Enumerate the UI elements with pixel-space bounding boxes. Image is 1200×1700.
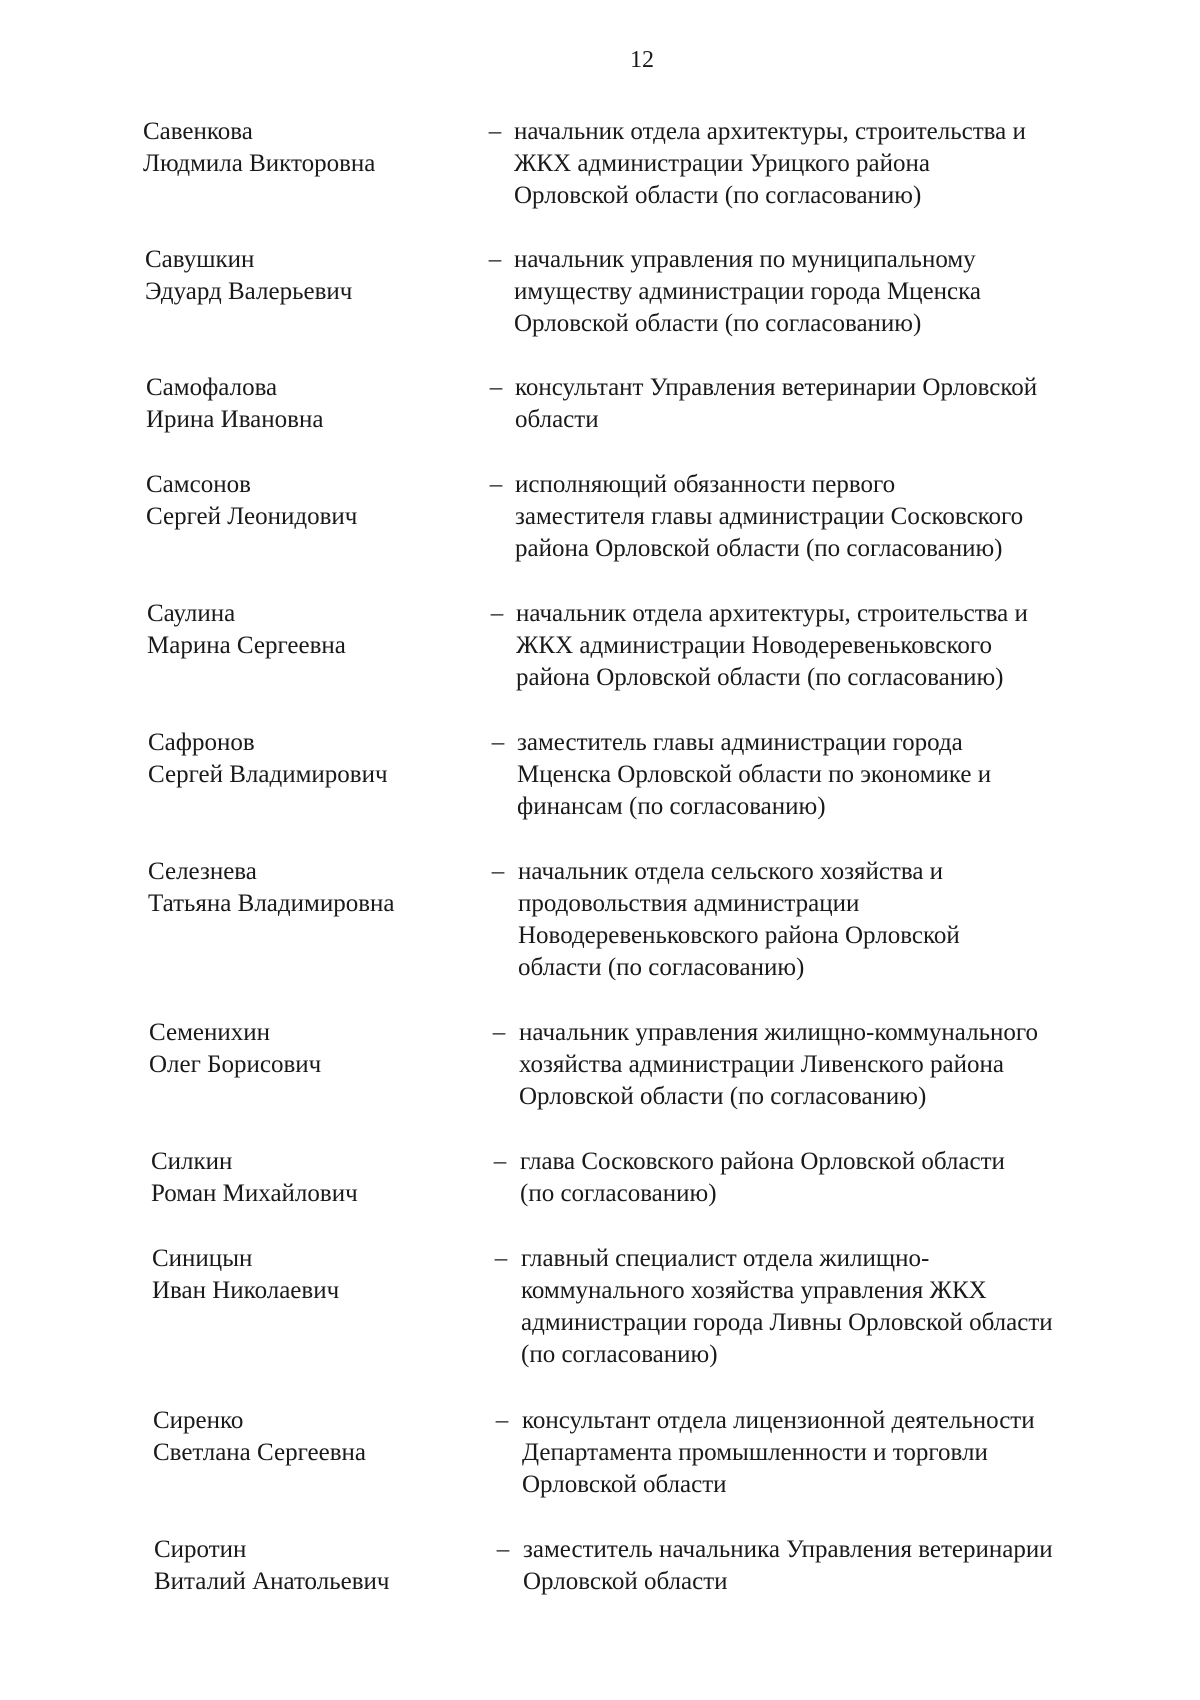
list-dash: – <box>494 1245 508 1272</box>
list-dash: – <box>496 1536 510 1563</box>
member-given-names: Виталий Анатольевич <box>154 1568 390 1595</box>
list-dash: – <box>489 374 503 401</box>
member-name <box>153 1405 483 1469</box>
member-given-names: Олег Борисович <box>149 1051 322 1078</box>
member-surname: Селезнева <box>148 858 257 885</box>
list-dash: – <box>488 246 502 273</box>
member-given-names: Эдуард Валерьевич <box>145 278 353 305</box>
member-name <box>154 1534 484 1598</box>
page-number: 12 <box>630 47 654 73</box>
list-dash: – <box>488 118 502 145</box>
member-given-names: Татьяна Владимировна <box>148 890 395 917</box>
member-position: начальник управления жилищно-коммунального хозяйства администрации Ливенского района Орловской области (по согласованию) <box>519 1019 1039 1110</box>
member-given-names: Сергей Леонидович <box>146 503 358 530</box>
member-position: заместитель главы администрации города Мценска Орловской области по экономике и финансам (по согласованию) <box>517 729 992 820</box>
member-position: начальник отдела архитектуры, строительства и ЖКХ администрации Новодеревеньковского района Орловской области (по согласованию) <box>516 600 1028 691</box>
member-position: консультант отдела лицензионной деятельности Департамента промышленности и торговли Орловской области <box>522 1407 1035 1498</box>
list-dash: – <box>491 729 505 756</box>
member-name <box>143 116 473 180</box>
member-surname: Синицын <box>152 1245 253 1272</box>
list-dash: – <box>492 1019 506 1046</box>
member-position: консультант Управления ветеринарии Орловской области <box>515 374 1038 433</box>
member-name <box>148 856 478 920</box>
member-name <box>149 1017 479 1081</box>
list-dash: – <box>493 1148 507 1175</box>
member-position: глава Сосковского района Орловской области (по согласованию) <box>520 1148 1005 1207</box>
member-name <box>146 469 476 533</box>
member-surname: Самофалова <box>146 374 278 401</box>
member-name <box>151 1146 481 1210</box>
member-given-names: Сергей Владимирович <box>148 761 388 788</box>
list-dash: – <box>489 471 503 498</box>
member-surname: Сафронов <box>148 729 255 756</box>
member-surname: Сиротин <box>154 1536 247 1563</box>
member-position: главный специалист отдела жилищно- коммунального хозяйства управления ЖКХ администрации города Ливны Орловской области (по согласованию) <box>521 1245 1053 1368</box>
member-surname: Семенихин <box>149 1019 271 1046</box>
member-name <box>145 244 475 308</box>
member-name <box>148 727 478 791</box>
list-dash: – <box>490 600 504 627</box>
member-surname: Силкин <box>151 1148 233 1175</box>
member-position: начальник отдела сельского хозяйства и продовольствия администрации Новодеревеньковского района Орловской области (по согласованию) <box>518 858 960 981</box>
member-position: начальник отдела архитектуры, строительства и ЖКХ администрации Урицкого района Орловской области (по согласованию) <box>514 118 1026 209</box>
member-surname: Самсонов <box>146 471 251 498</box>
member-surname: Савушкин <box>145 246 255 273</box>
list-dash: – <box>495 1407 509 1434</box>
member-position: исполняющий обязанности первого заместителя главы администрации Сосковского района Орловской области (по согласованию) <box>515 471 1024 562</box>
member-given-names: Марина Сергеевна <box>147 632 346 659</box>
member-name <box>147 598 477 662</box>
member-name <box>152 1243 482 1307</box>
member-given-names: Людмила Викторовна <box>143 150 376 177</box>
member-surname: Саулина <box>147 600 236 627</box>
member-surname: Савенкова <box>143 118 253 145</box>
member-given-names: Иван Николаевич <box>152 1277 340 1304</box>
member-name <box>146 372 476 436</box>
member-given-names: Роман Михайлович <box>151 1180 358 1207</box>
member-given-names: Светлана Сергеевна <box>153 1439 367 1466</box>
member-surname: Сиренко <box>153 1407 244 1434</box>
member-given-names: Ирина Ивановна <box>146 406 324 433</box>
member-position: заместитель начальника Управления ветеринарии Орловской области <box>523 1536 1053 1595</box>
list-dash: – <box>491 858 505 885</box>
member-position: начальник управления по муниципальному имуществу администрации города Мценска Орловской области (по согласованию) <box>514 246 981 337</box>
